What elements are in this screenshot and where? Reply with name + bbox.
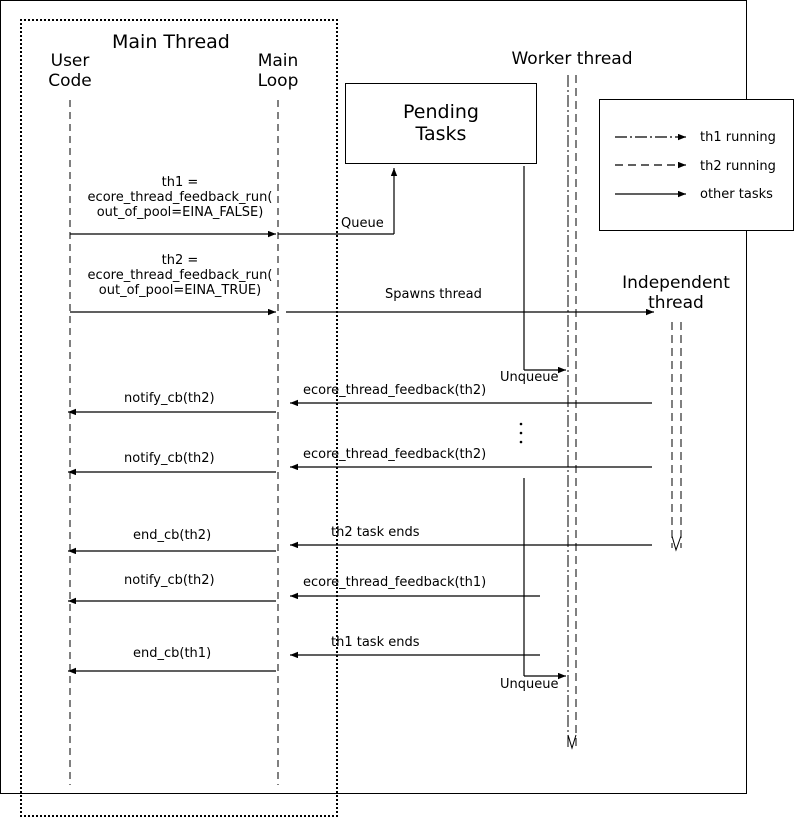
message-label-notify-cb-th2-c: notify_cb(th2)	[124, 573, 215, 588]
lifeline-label-user-code	[20, 52, 120, 91]
message-label-th1-call	[60, 176, 300, 221]
message-label-th2-call-l1: th2 =	[161, 253, 199, 268]
message-label-end-cb-th1: end_cb(th1)	[133, 646, 212, 661]
message-label-spawns-thread: Spawns thread	[385, 287, 482, 302]
message-label-unqueue-2: Unqueue	[500, 677, 559, 692]
lifeline-label-independent-thread-l2: thread	[648, 292, 704, 313]
message-label-th2-task-ends: th2 task ends	[331, 525, 420, 540]
main-thread-title: Main Thread	[112, 31, 230, 53]
message-label-th1-call-l1: th1 =	[161, 175, 199, 190]
message-label-notify-cb-th2-b: notify_cb(th2)	[124, 451, 215, 466]
message-label-th2-call	[60, 254, 300, 299]
message-label-queue: Queue	[341, 216, 384, 231]
lifeline-label-main-loop-l2: Loop	[257, 70, 299, 91]
message-label-end-cb-th2: end_cb(th2)	[133, 528, 212, 543]
message-label-notify-cb-th2-a: notify_cb(th2)	[124, 391, 215, 406]
lifeline-label-independent-thread-l1: Independent	[622, 273, 730, 293]
pending-tasks-box	[345, 83, 537, 164]
message-label-th1-task-ends: th1 task ends	[331, 635, 420, 650]
message-label-unqueue-1: Unqueue	[500, 370, 559, 385]
pending-tasks-line2: Tasks	[415, 122, 467, 145]
lifeline-label-user-code-l2: Code	[48, 70, 92, 91]
legend-label-th1-running: th1 running	[700, 130, 776, 145]
main-thread-dotted-region	[20, 19, 338, 817]
lifeline-label-main-loop	[228, 52, 328, 91]
message-label-th1-call-l2: ecore_thread_feedback_run(	[87, 189, 273, 205]
legend-label-other-tasks: other tasks	[700, 187, 773, 202]
lifeline-label-main-loop-l1: Main	[257, 51, 299, 71]
legend-label-th2-running: th2 running	[700, 159, 776, 174]
message-label-th2-call-l2: ecore_thread_feedback_run(	[87, 267, 273, 283]
message-label-th2-call-l3: out_of_pool=EINA_TRUE)	[98, 282, 262, 298]
pending-tasks-line1: Pending	[403, 100, 479, 123]
message-label-feedback-th2-b: ecore_thread_feedback(th2)	[303, 447, 487, 462]
lifeline-label-user-code-l1: User	[50, 51, 90, 71]
message-label-th1-call-l3: out_of_pool=EINA_FALSE)	[96, 204, 264, 220]
message-label-feedback-th2-a: ecore_thread_feedback(th2)	[303, 383, 487, 398]
message-label-feedback-th1: ecore_thread_feedback(th1)	[303, 575, 487, 590]
lifeline-label-worker-thread: Worker thread	[511, 49, 633, 69]
lifeline-label-independent-thread	[596, 274, 756, 313]
